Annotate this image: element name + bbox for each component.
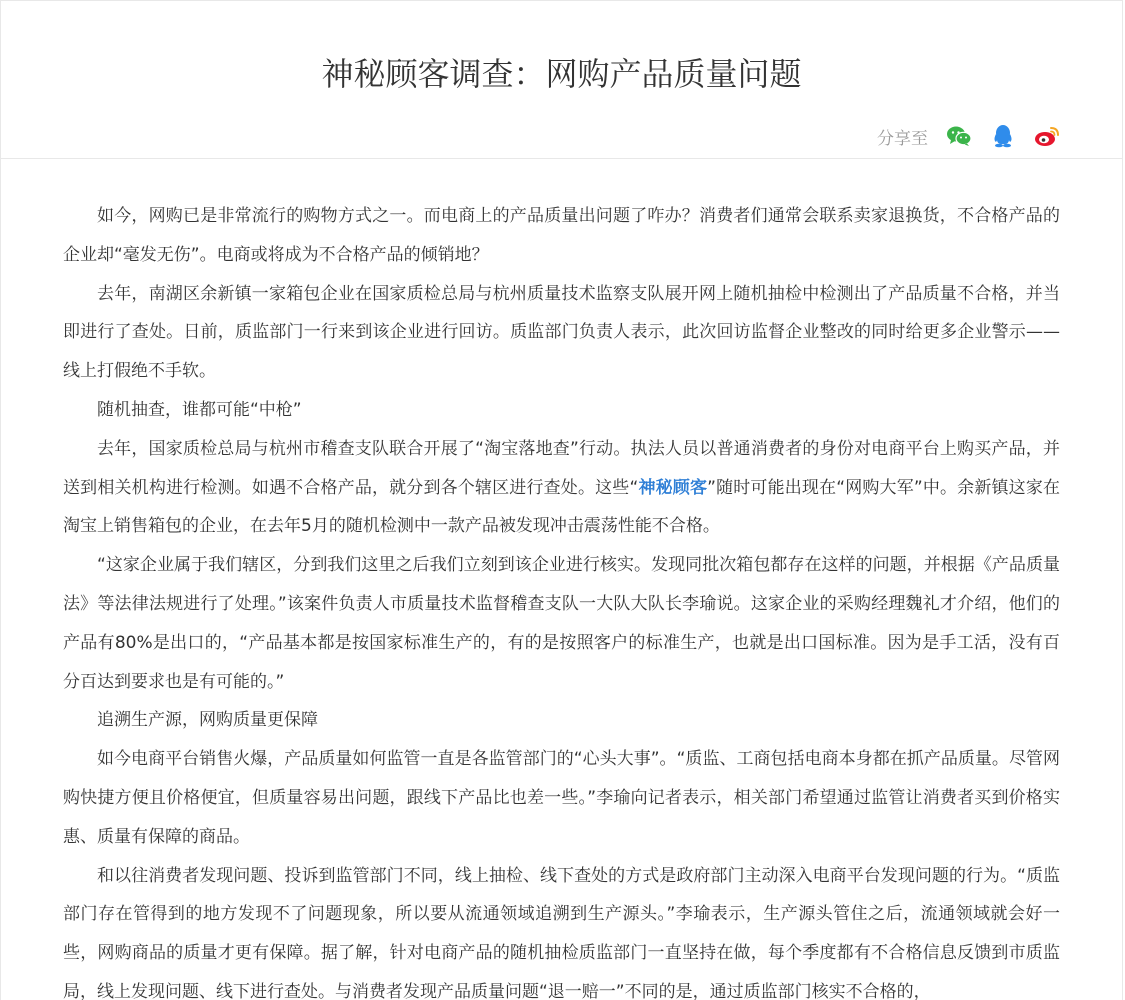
mystery-shopper-link[interactable]: 神秘顾客	[638, 477, 708, 498]
share-bar	[877, 119, 1060, 153]
article-body	[63, 197, 1060, 1000]
paragraph: 去年，南湖区余新镇一家箱包企业在国家质检总局与杭州质量技术监察支队展开网上随机抽检中检测出了产品质量不合格，并当即进行了查处。日前，质监部门一行来到该企业进行回访。质监部门负责人表示，此次回访监督企业整改的同时给更多企业警示——线上打假绝不手软。	[63, 283, 1060, 382]
section-heading: 随机抽查，谁都可能“中枪”	[97, 399, 302, 420]
wechat-icon[interactable]	[946, 123, 972, 149]
section-heading: 追溯生产源，网购质量更保障	[97, 710, 318, 731]
paragraph: 如今，网购已是非常流行的购物方式之一。而电商上的产品质量出问题了咋办？消费者们通常会联系卖家退换货，不合格产品的企业却“毫发无伤”。电商或将成为不合格产品的倾销地？	[63, 206, 1060, 265]
article-title: 神秘顾客调查：网购产品质量问题	[321, 55, 802, 93]
paragraph: 和以往消费者发现问题、投诉到监管部门不同，线上抽检、线下查处的方式是政府部门主动深入电商平台发现问题的行为。“质监部门存在管得到的地方发现不了问题现象，所以要从流通领域追溯到生产源头。”李瑜表示，生产源头管住之后，流通领域就会好一些，网购商品的质量才更有保障。据了解，针对电商产品的随机抽检质监部门一直坚持在做，每个季度都有不合格信息反馈到市质监局，线上发现问题、线下进行查处。与消费者发现产品质量问题“退一赔一”不同的是，通过质监部门核实不合格的，	[63, 865, 1060, 1000]
paragraph: “这家企业属于我们辖区，分到我们这里之后我们立刻到该企业进行核实。发现同批次箱包都存在这样的问题，并根据《产品质量法》等法律法规进行了处理。”该案件负责人市质量技术监督稽查支队一大队大队长李瑜说。这家企业的采购经理魏礼才介绍，他们的产品有80%是出口的，“产品基本都是按国家标准生产的，有的是按照客户的标准生产，也就是出口国标准。因为是手工活，没有百分百达到要求也是有可能的。”	[63, 555, 1060, 692]
paragraph	[63, 430, 1060, 546]
paragraph-text: ”随时可能出现在“网购大军”中。余新镇这家在淘宝上销售箱包的企业，在去年5月的随机检测中一款产品被发现冲击震荡性能不合格。	[63, 477, 1061, 537]
weibo-icon[interactable]	[1034, 123, 1060, 149]
paragraph-text: 去年，国家质检总局与杭州市稽查支队联合开展了“淘宝落地查”行动。执法人员以普通消费者的身份对电商平台上购买产品，并送到相关机构进行检测。如遇不合格产品，就分到各个辖区进行查处。这些“	[63, 438, 1060, 498]
qq-icon[interactable]	[990, 123, 1016, 149]
article-header	[1, 1, 1122, 159]
share-label: 分享至	[877, 128, 928, 149]
paragraph: 如今电商平台销售火爆，产品质量如何监管一直是各监管部门的“心头大事”。“质监、工商包括电商本身都在抓产品质量。尽管网购快捷方便且价格便宜，但质量容易出问题，跟线下产品比也差一些。”李瑜向记者表示，相关部门希望通过监管让消费者买到价格实惠、质量有保障的商品。	[63, 749, 1060, 847]
